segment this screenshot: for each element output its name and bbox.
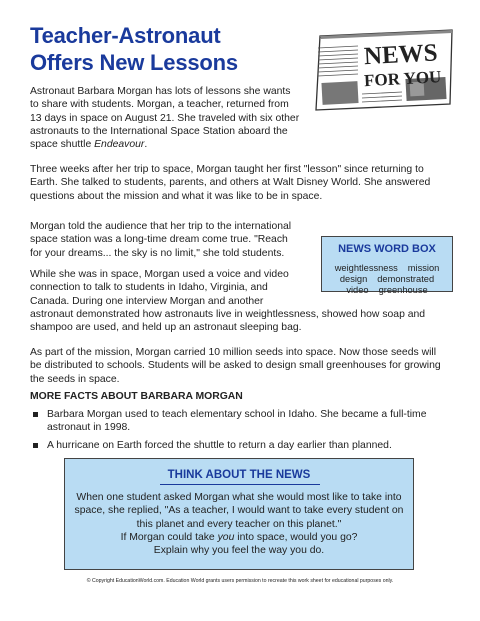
- article-paragraph-5: As part of the mission, Morgan carried 10 million seeds into space. Now those seeds will be distributed to schools. Students will be asked to design small greenhouses for growing the seeds in space.: [30, 347, 441, 385]
- think-about-the-news-box: [64, 458, 414, 570]
- article-paragraph-3: Morgan told the audience that her trip to the international space station was a long-time dream come true. "Reach for your dreams... the sky is no limit," she told students.: [30, 221, 292, 259]
- title-underline: [160, 484, 320, 485]
- article-paragraph-4: While she was in space, Morgan used a voice and video connection to talk to students in Idaho, Virginia, and Canada. During one interview Morgan and another: [30, 269, 289, 307]
- word-item: mission: [407, 263, 440, 273]
- logo-word-for-you: FOR YOU: [363, 67, 442, 91]
- facts-list: [30, 408, 450, 456]
- emphasis-you: you: [217, 531, 235, 543]
- article-paragraph-2: Three weeks after her trip to space, Morgan taught her first "lesson" since returning to Earth. She talked to students, parents, and others at Walt Disney World. She answered questions about the mission and what it was like to be in space.: [30, 164, 431, 202]
- word-box-words: [322, 263, 452, 297]
- word-item: demonstrated: [377, 274, 435, 285]
- list-item: Barbara Morgan used to teach elementary school in Idaho. She became a full-time astronaut in 1998.: [30, 408, 450, 435]
- think-box-text: When one student asked Morgan what she would most like to take into space, she replied, "As a teacher, I would want to take every student on this planet and every teacher on this planet." If Morgan could take you into space, would you go? Explain why you feel the way you do.: [74, 492, 404, 557]
- think-box-title: THINK ABOUT THE NEWS: [167, 469, 311, 481]
- news-word-box: [321, 236, 453, 296]
- title-line-2: Offers New Lessons: [30, 50, 238, 75]
- word-item: weightlessness: [334, 263, 398, 273]
- word-item: video: [346, 285, 369, 296]
- word-item: design: [339, 274, 368, 285]
- think-question: When one student asked Morgan what she would most like to take into space, she replied, "As a teacher, I would want to take every student on this planet and every teacher on this planet.": [74, 492, 404, 530]
- word-item: greenhouse: [378, 285, 428, 296]
- article-paragraph-1: Astronaut Barbara Morgan has lots of lessons she wants to share with students. Morgan, a teacher, returned from 13 days in space on August 21. She traveled with six other astronauts to the International Space Station aboard the space shuttle Endeavour.: [30, 86, 300, 151]
- page-title: [30, 22, 300, 76]
- list-item: A hurricane on Earth forced the shuttle to return a day earlier than planned.: [30, 439, 450, 452]
- facts-heading: MORE FACTS ABOUT BARBARA MORGAN: [30, 391, 243, 402]
- title-line-1: Teacher-Astronaut: [30, 23, 221, 48]
- shuttle-name: Endeavour: [94, 139, 145, 151]
- think-prompt: Explain why you feel the way you do.: [153, 545, 325, 557]
- bullet-icon: [33, 412, 38, 417]
- logo-word-news: NEWS: [363, 39, 439, 71]
- copyright-notice: © Copyright EducationWorld.com. Education World grants users permission to recreate this work sheet for educational purposes only.: [86, 578, 394, 584]
- bullet-icon: [33, 443, 38, 448]
- article-paragraph-4-continued: astronaut demonstrated how astronauts live in weightlessness, showed how soap and shampoo are used, and held up an astronaut sleeping bag.: [30, 309, 426, 334]
- news-for-you-logo: [306, 28, 456, 112]
- word-box-title: NEWS WORD BOX: [338, 243, 436, 255]
